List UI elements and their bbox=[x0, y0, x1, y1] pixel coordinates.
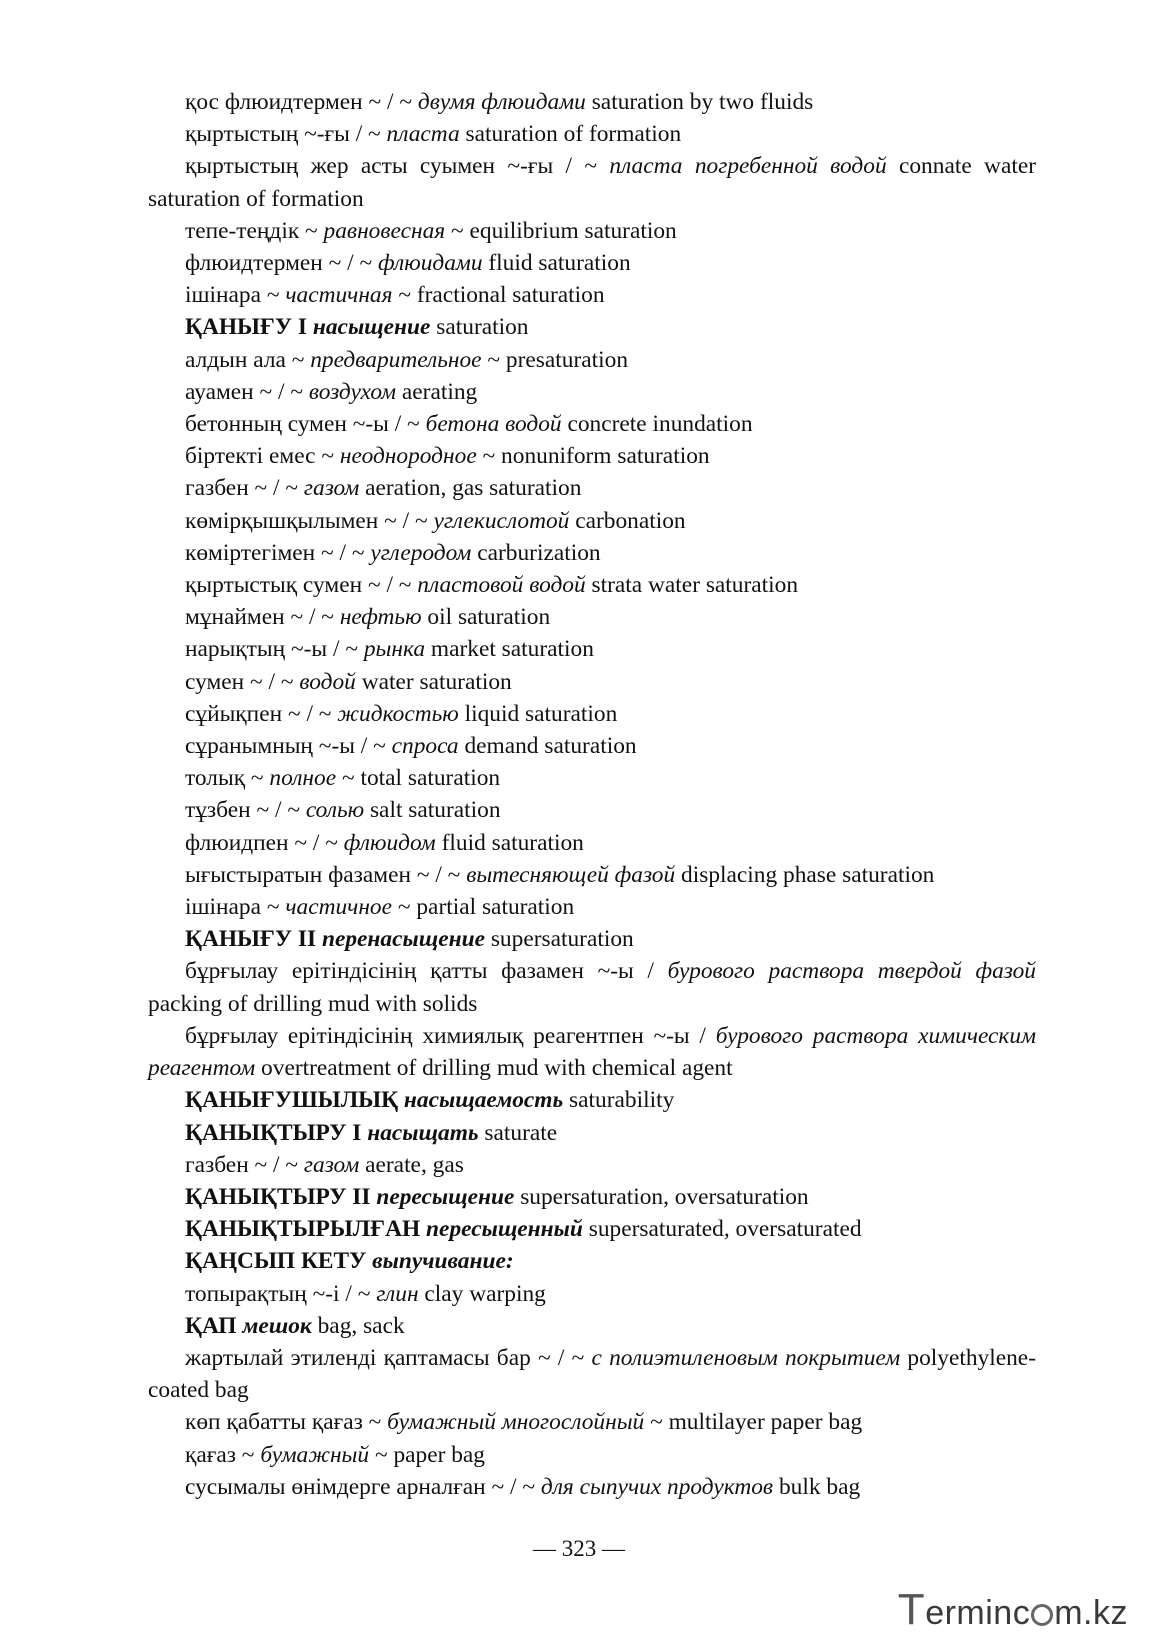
headword: ҚАНЫҒУ II bbox=[185, 926, 322, 953]
headword: ҚАНЫҒУШЫЛЫҚ bbox=[185, 1087, 404, 1114]
english-term: saturation bbox=[430, 314, 529, 341]
kazakh-term: көміртегімен ~ / ~ bbox=[185, 539, 371, 566]
sub-entry bbox=[148, 150, 1036, 214]
kazakh-term: флюидпен ~ / ~ bbox=[185, 829, 344, 856]
sub-entry bbox=[148, 698, 1036, 730]
kazakh-term: қыртыстың ~-ғы / ~ bbox=[185, 121, 387, 148]
russian-term: воздухом bbox=[308, 378, 397, 405]
russian-term: бетона водой bbox=[425, 411, 562, 438]
english-term: saturability bbox=[563, 1087, 675, 1114]
english-term: supersaturated, oversaturated bbox=[582, 1216, 862, 1243]
sub-entry bbox=[148, 1020, 1036, 1084]
watermark-initial: T bbox=[897, 1585, 926, 1634]
sub-entry bbox=[148, 440, 1036, 472]
headword: ҚАНЫҚТЫРЫЛҒАН bbox=[185, 1216, 427, 1243]
english-term: market saturation bbox=[425, 636, 594, 663]
watermark-part-3: m.kz bbox=[1054, 1594, 1128, 1632]
english-term: saturate bbox=[478, 1119, 558, 1146]
kazakh-term: сұйықпен ~ / ~ bbox=[185, 700, 338, 727]
kazakh-term: бұрғылау ерітіндісінің қатты фазамен ~-ы / bbox=[185, 958, 668, 985]
kazakh-term: ішінара ~ bbox=[185, 282, 286, 309]
headword-entry bbox=[148, 1310, 1036, 1342]
english-term: oil saturation bbox=[421, 604, 551, 631]
russian-term: солью bbox=[305, 797, 365, 824]
russian-term: бурового раствора твердой фазой bbox=[667, 958, 1037, 985]
russian-headword: выпучивание: bbox=[372, 1248, 514, 1275]
sub-entry bbox=[148, 794, 1036, 826]
russian-term: бумажный многослойный bbox=[387, 1409, 645, 1436]
english-term: saturation of formation bbox=[459, 121, 682, 148]
english-term: aerate, gas bbox=[359, 1151, 464, 1178]
sub-entry bbox=[148, 505, 1036, 537]
sub-entry bbox=[148, 1406, 1036, 1438]
kazakh-term: мұнаймен ~ / ~ bbox=[185, 604, 340, 631]
russian-term: двумя флюидами bbox=[417, 89, 586, 115]
sub-entry bbox=[148, 279, 1036, 311]
sub-entry bbox=[148, 1278, 1036, 1310]
russian-term: вытесняющей фазой bbox=[466, 861, 676, 888]
russian-headword: перенасыщение bbox=[321, 926, 485, 953]
english-term: connate water saturation of formation bbox=[148, 153, 1036, 212]
english-term: bag, sack bbox=[311, 1312, 405, 1339]
headword: ҚАНЫҚТЫРУ I bbox=[185, 1119, 368, 1146]
russian-headword: насыщение bbox=[312, 314, 431, 341]
sub-entry bbox=[148, 633, 1036, 665]
russian-term: спроса bbox=[391, 733, 459, 760]
sub-entry bbox=[148, 1471, 1036, 1503]
english-term: carbonation bbox=[569, 507, 686, 534]
english-term: ~ equilibrium saturation bbox=[445, 217, 677, 244]
english-term: aerating bbox=[396, 378, 478, 405]
kazakh-term: біртекті емес ~ bbox=[185, 443, 340, 470]
kazakh-term: көп қабатты қағаз ~ bbox=[185, 1409, 388, 1436]
kazakh-term: тепе-теңдік ~ bbox=[185, 217, 324, 244]
kazakh-term: көмірқышқылымен ~ / ~ bbox=[185, 507, 434, 534]
russian-term: флюидом bbox=[343, 829, 436, 856]
english-term: displacing phase saturation bbox=[675, 861, 935, 888]
russian-term: бурового раствора химическим реагентом bbox=[148, 1022, 1037, 1082]
english-term: carburization bbox=[471, 539, 601, 566]
russian-term: жидкостью bbox=[337, 700, 459, 727]
headword: ҚАНЫҚТЫРУ II bbox=[185, 1183, 377, 1210]
english-term: aeration, gas saturation bbox=[359, 475, 582, 502]
sub-entry bbox=[148, 859, 1036, 891]
english-term: saturation by two fluids bbox=[585, 89, 814, 115]
kazakh-term: бұрғылау ерітіндісінің химиялық реагентпен ~-ы / bbox=[185, 1022, 716, 1049]
sub-entry bbox=[148, 569, 1036, 601]
kazakh-term: бетонның сумен ~-ы / ~ bbox=[185, 411, 426, 438]
sub-entry bbox=[148, 1439, 1036, 1471]
english-term: supersaturation, oversaturation bbox=[514, 1183, 809, 1210]
kazakh-term: қыртыстың жер асты суымен ~-ғы / ~ bbox=[185, 153, 610, 180]
kazakh-term: сусымалы өнімдерге арналған ~ / ~ bbox=[185, 1473, 541, 1500]
russian-term: полное bbox=[269, 765, 337, 792]
kazakh-term: тұзбен ~ / ~ bbox=[185, 797, 306, 824]
sub-entry bbox=[148, 537, 1036, 569]
kazakh-term: толық ~ bbox=[185, 765, 270, 792]
kazakh-term: топырақтың ~-і / ~ bbox=[185, 1280, 377, 1307]
kazakh-term: газбен ~ / ~ bbox=[185, 1151, 304, 1178]
english-term: ~ fractional saturation bbox=[392, 282, 605, 309]
kazakh-term: қағаз ~ bbox=[185, 1441, 261, 1468]
russian-term: рынка bbox=[363, 636, 426, 663]
dictionary-page bbox=[148, 86, 1036, 1503]
sub-entry bbox=[148, 247, 1036, 279]
kazakh-term: газбен ~ / ~ bbox=[185, 475, 304, 502]
sub-entry bbox=[148, 1149, 1036, 1181]
english-term: overtreatment of drilling mud with chemical agent bbox=[255, 1055, 733, 1082]
kazakh-term: флюидтермен ~ / ~ bbox=[185, 250, 378, 277]
russian-term: частичное bbox=[285, 894, 393, 921]
english-term: ~ multilayer paper bag bbox=[644, 1409, 863, 1436]
english-term: packing of drilling mud with solids bbox=[148, 990, 478, 1017]
page-number: — 323 — bbox=[533, 1536, 625, 1561]
english-term: demand saturation bbox=[458, 733, 637, 760]
english-term: fluid saturation bbox=[435, 829, 584, 856]
sub-entry bbox=[148, 891, 1036, 923]
russian-term: бумажный bbox=[260, 1441, 370, 1468]
sub-entry bbox=[148, 955, 1036, 1019]
russian-term: газом bbox=[303, 475, 360, 502]
headword-entry bbox=[148, 1213, 1036, 1245]
headword-entry bbox=[148, 311, 1036, 343]
kazakh-term: жартылай этиленді қаптамасы бар ~ / ~ bbox=[185, 1344, 592, 1371]
kazakh-term: сумен ~ / ~ bbox=[185, 668, 300, 695]
russian-term: нефтью bbox=[339, 604, 422, 631]
sub-entry bbox=[148, 666, 1036, 698]
english-term: ~ nonuniform saturation bbox=[476, 443, 710, 470]
russian-headword: мешок bbox=[242, 1312, 312, 1339]
russian-term: пласта погребенной водой bbox=[609, 153, 887, 180]
english-term: ~ presaturation bbox=[481, 346, 629, 373]
russian-headword: насыщать bbox=[367, 1119, 479, 1146]
russian-term: глин bbox=[376, 1280, 419, 1307]
kazakh-term: ауамен ~ / ~ bbox=[185, 378, 309, 405]
headword: ҚАП bbox=[185, 1312, 243, 1339]
russian-term: для сыпучих продуктов bbox=[540, 1473, 774, 1500]
russian-term: газом bbox=[303, 1151, 360, 1178]
kazakh-term: сұранымның ~-ы / ~ bbox=[185, 733, 392, 760]
russian-headword: пересыщение bbox=[376, 1183, 515, 1210]
english-term: strata water saturation bbox=[585, 572, 799, 599]
russian-headword: насыщаемость bbox=[403, 1087, 564, 1114]
sub-entry bbox=[148, 215, 1036, 247]
kazakh-term: қос флюидтермен ~ / ~ bbox=[185, 89, 418, 115]
kazakh-term: ішінара ~ bbox=[185, 894, 286, 921]
headword: ҚАҢСЫП КЕТУ bbox=[185, 1248, 373, 1275]
russian-term: пластовой водой bbox=[417, 572, 586, 599]
sub-entry bbox=[148, 408, 1036, 440]
russian-term: пласта bbox=[386, 121, 460, 148]
headword-entry bbox=[148, 1181, 1036, 1213]
sub-entry bbox=[148, 827, 1036, 859]
english-term: bulk bag bbox=[773, 1473, 861, 1500]
english-term: water saturation bbox=[355, 668, 512, 695]
english-term: ~ total saturation bbox=[336, 765, 501, 792]
russian-term: флюидами bbox=[377, 250, 483, 277]
headword: ҚАНЫҒУ I bbox=[185, 314, 313, 341]
russian-headword: пересыщенный bbox=[426, 1216, 583, 1243]
russian-term: углеродом bbox=[370, 539, 472, 566]
russian-term: равновесная bbox=[323, 217, 446, 244]
sub-entry bbox=[148, 344, 1036, 376]
kazakh-term: қыртыстық сумен ~ / ~ bbox=[185, 572, 418, 599]
english-term: concrete inundation bbox=[561, 411, 753, 438]
english-term: ~ paper bag bbox=[369, 1441, 486, 1468]
kazakh-term: нарықтың ~-ы / ~ bbox=[185, 636, 364, 663]
sub-entry bbox=[148, 376, 1036, 408]
english-term: ~ partial saturation bbox=[392, 894, 575, 921]
sub-entry bbox=[148, 730, 1036, 762]
english-term: supersaturation bbox=[484, 926, 634, 953]
headword-entry bbox=[148, 923, 1036, 955]
english-term: fluid saturation bbox=[482, 250, 631, 277]
headword-entry bbox=[148, 1084, 1036, 1116]
sub-entry bbox=[148, 762, 1036, 794]
kazakh-term: алдын ала ~ bbox=[185, 346, 311, 373]
russian-term: углекислотой bbox=[433, 507, 570, 534]
russian-term: предварительное bbox=[310, 346, 482, 373]
sub-entry bbox=[148, 472, 1036, 504]
russian-term: с полиэтиленовым покрытием bbox=[591, 1344, 901, 1371]
russian-term: частичная bbox=[285, 282, 393, 309]
english-term: salt saturation bbox=[364, 797, 501, 824]
headword-entry bbox=[148, 1117, 1036, 1149]
english-term: polyethylene-coated bag bbox=[148, 1344, 1036, 1404]
headword-entry bbox=[148, 1245, 1036, 1277]
sub-entry bbox=[148, 86, 1036, 118]
watermark-circle-icon bbox=[1031, 1604, 1053, 1626]
english-term: clay warping bbox=[418, 1280, 546, 1307]
termincom-watermark bbox=[898, 1585, 1128, 1635]
kazakh-term: ығыстыратын фазамен ~ / ~ bbox=[185, 861, 467, 888]
russian-term: неоднородное bbox=[339, 443, 477, 470]
sub-entry bbox=[148, 118, 1036, 150]
sub-entry bbox=[148, 1342, 1036, 1406]
watermark-part-1: ermin bbox=[925, 1594, 1013, 1632]
sub-entry bbox=[148, 601, 1036, 633]
russian-term: водой bbox=[299, 668, 356, 695]
english-term: liquid saturation bbox=[458, 700, 618, 727]
watermark-part-2: c bbox=[1012, 1594, 1031, 1632]
